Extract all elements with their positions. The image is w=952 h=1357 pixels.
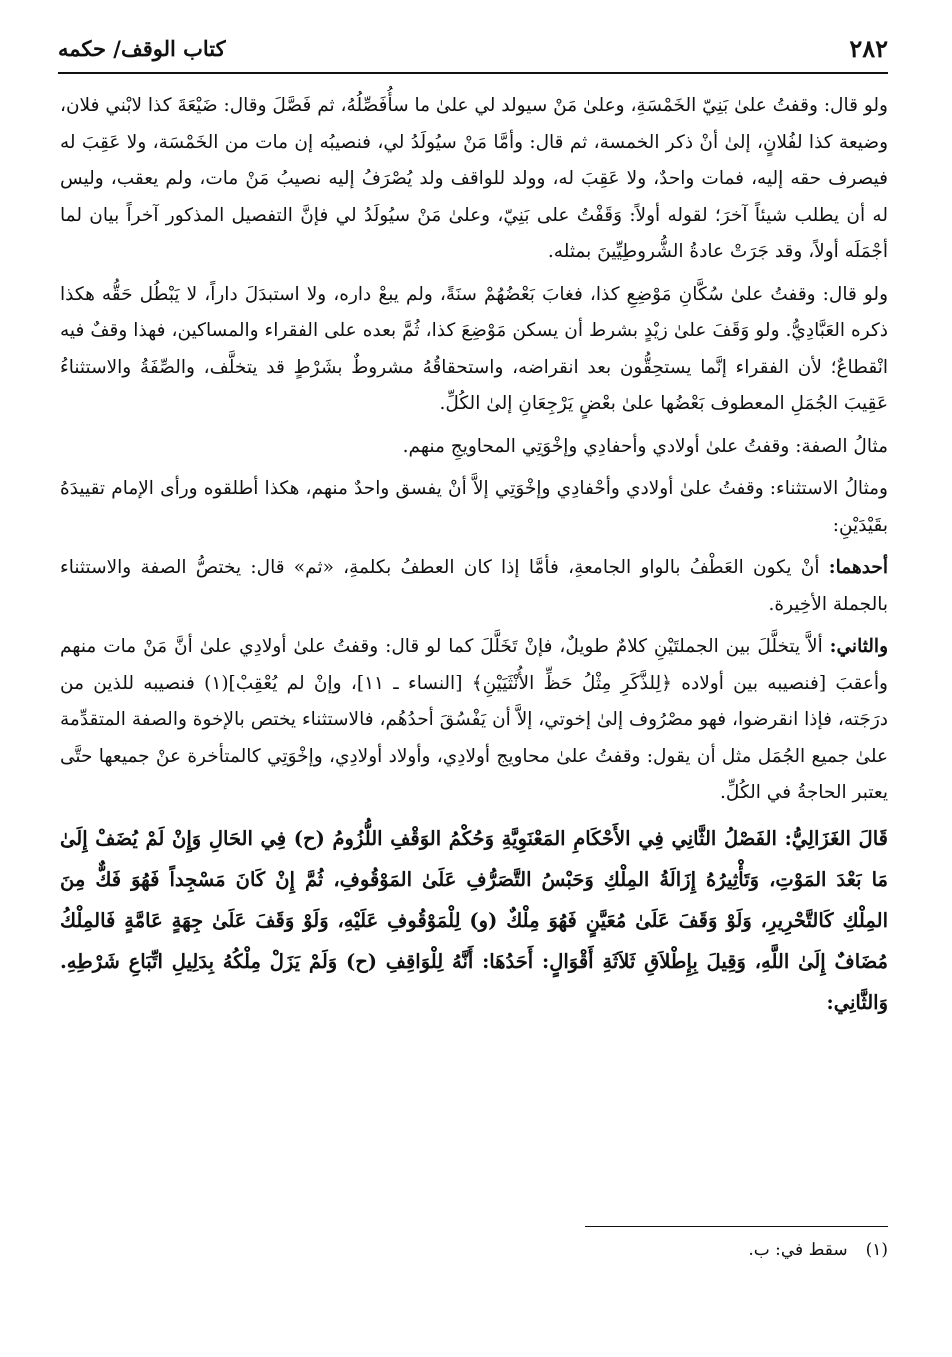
- header-divider: [58, 72, 888, 74]
- footnote: [600, 1236, 888, 1264]
- paragraph-text: ومثالُ الاستثناء: وقفتُ علىٰ أولادي وأحْفادِي وإخْوَتِي إلاَّ أنْ يفسق واحدٌ منهم، هكذا أطلقوه ورأى الإمام تقييدَهُ بقَيْدَيْنِ:: [60, 478, 888, 536]
- paragraph-text: أنْ يكون العَطْفُ بالواو الجامعةِ، فأمَّا إذا كان العطفُ بكلمةِ، «ثم» قال: يختصُّ الصفة والاستثناء بالجملة الأخِيرة.: [60, 557, 888, 615]
- paragraph-residents: [60, 277, 888, 423]
- footnote-divider: [585, 1226, 888, 1227]
- paragraph-second-condition: [60, 629, 888, 812]
- paragraph-text: مثالُ الصفة: وقفتُ علىٰ أولادي وأحفادِي وإخْوَتِي المحاويجِ منهم.: [402, 435, 888, 457]
- page-body: [60, 88, 888, 1029]
- paragraph-five-sons: [60, 88, 888, 271]
- paragraph-exception-example: [60, 471, 888, 544]
- paragraph-lead: والثاني:: [829, 636, 888, 657]
- footnote-number: (١): [865, 1240, 888, 1260]
- paragraph-text: ألاَّ يتخلَّلَ بين الجملتَيْنِ كلامٌ طويلٌ، فإنْ تَخَلَّلَ كما لو قال: وقفتُ علىٰ أولادِي علىٰ أنَّ مَنْ مات منهم وأعقبَ [فنصيبه بين أولاده ﴿لِلذَّكَرِ مِثْلُ حَظِّ الأُنْثَيَيْنِ﴾ [النساء ـ ١١]، وإنْ لم يُعْقِبْ](١) فنصيبه للذين من درَجَته، فإذا انقرضوا، فهو مصْرُوف إلىٰ إخوتي، إلاَّ أن يَفْسُقَ أحدُهُم، فالاستثناء يختص بالإخوة والصفة المتقدِّمة علىٰ جميع الجُمَل مثل أن يقول: وقفتُ علىٰ محاويج أولادِي، وأولاد أولادِي، وإخْوَتِي كالمتأخرة عنْ جميعها حتَّى يعتبر الحاجةُ في الكُلِّ.: [60, 636, 888, 803]
- paragraph-lead: أحدهما:: [828, 557, 888, 578]
- paragraph-first-condition: [60, 550, 888, 623]
- running-header: [58, 28, 888, 68]
- paragraph-ghazali-matn: [60, 818, 888, 1023]
- paragraph-text: ولو قال: وقفتُ علىٰ بَنِيّ الخَمْسَةِ، وعلىٰ مَنْ سيولد لي علىٰ ما سأُفَصِّلُهُ، ثم فَصَّلَ وقال: ضَيْعَةَ كذا لابْني فلان، وضيعة كذا لفُلانٍ، إلىٰ أنْ ذكر الخمسة، ثم قال: وأمَّا مَنْ سيُولَدُ لي، فنصيبُه إن مات من الخَمْسَة، ولا عَقِبَ له فيصرف حقه إليه، فمات واحدٌ، ولا عَقِبَ له، وولد للواقف ولد يُصْرَفُ إليه نصيبُ مَنْ مات، ولم يعقب، وليس له أن يطلب شيئاً آخرَ؛ لقوله أولاً: وَقَفْتُ على بَنِيّ، وعلىٰ مَنْ سيُولَدُ لي فإنَّ التفصيل المذكور آخراً بيان لما أجْمَلَه أولاً، وقد جَرَتْ عادةُ الشُّروطِيِّينَ بمثله.: [60, 95, 888, 262]
- paragraph-attribute-example: [60, 429, 888, 466]
- paragraph-text: قَالَ الغَزَالِيُّ: الفَصْلُ الثَّانِي فِي الأَحْكَامِ المَعْنَوِيَّةِ وَحُكْمُ الوَقْفِ اللُّزُومُ (ح) فِي الحَالِ وَإِنْ لَمْ يُضَفْ إِلَىٰ مَا بَعْدَ المَوْتِ، وَتَأْثِيرُهُ إِزَالَةُ المِلْكِ وَحَبْسُ التَّصَرُّفِ عَلَىٰ المَوْقُوفِ، ثُمَّ إِنْ كَانَ مَسْجِداً فَهُوَ فَكٌّ مِنَ المِلْكِ كَالتَّحْرِيرِ، وَلَوْ وَقَفَ عَلَىٰ مُعَيَّنٍ فَهُوَ مِلْكٌ (و) لِلْمَوْقُوفِ عَلَيْهِ، وَلَوْ وَقَفَ عَلَىٰ جِهَةٍ عَامَّةٍ فَالمِلْكُ مُضَافٌ إِلَىٰ اللَّهِ، وَقِيلَ بِإِطْلاَقِ ثَلاَثَةِ أَقْوَالٍ: أَحَدُهَا: أَنَّهُ لِلْوَاقِفِ (ح) وَلَمْ يَزَلْ مِلْكُهُ بِدَلِيلِ اتِّبَاعِ شَرْطِهِ. وَالثَّانِي:: [60, 826, 888, 1014]
- page-number: ٢٨٢: [849, 33, 888, 63]
- footnote-text: سقط في: ب.: [748, 1240, 848, 1260]
- chapter-title: كتاب الوقف/ حكمه: [58, 35, 226, 61]
- paragraph-text: ولو قال: وقفتُ علىٰ سُكَّانِ مَوْضِعِ كذا، فغابَ بَعْضُهُمْ سنَةً، ولم يبعْ داره، ولا استبدَلَ داراً، لا يَبْطُل حَقُّه هكذا ذكره العَبَّادِيُّ. ولو وَقَفَ علىٰ زيْدٍ بشرط أن يسكن مَوْضِعَ كذا، ثُمَّ بعده على الفقراء والمساكين، فهذا وقفٌ فيه انْقطاعٌ؛ لأن الفقراء إنَّما يستحِقُّون بعد انقراضه، واستحقاقُهُ مشروطٌ بشَرْطٍ قد يتخلَّف، والصِّفَةُ والاستثناءُ عَقِيبَ الجُمَلِ المعطوف بَعْضُها علىٰ بعْضٍ يَرْجِعَانِ إلىٰ الكُلِّ.: [60, 283, 888, 414]
